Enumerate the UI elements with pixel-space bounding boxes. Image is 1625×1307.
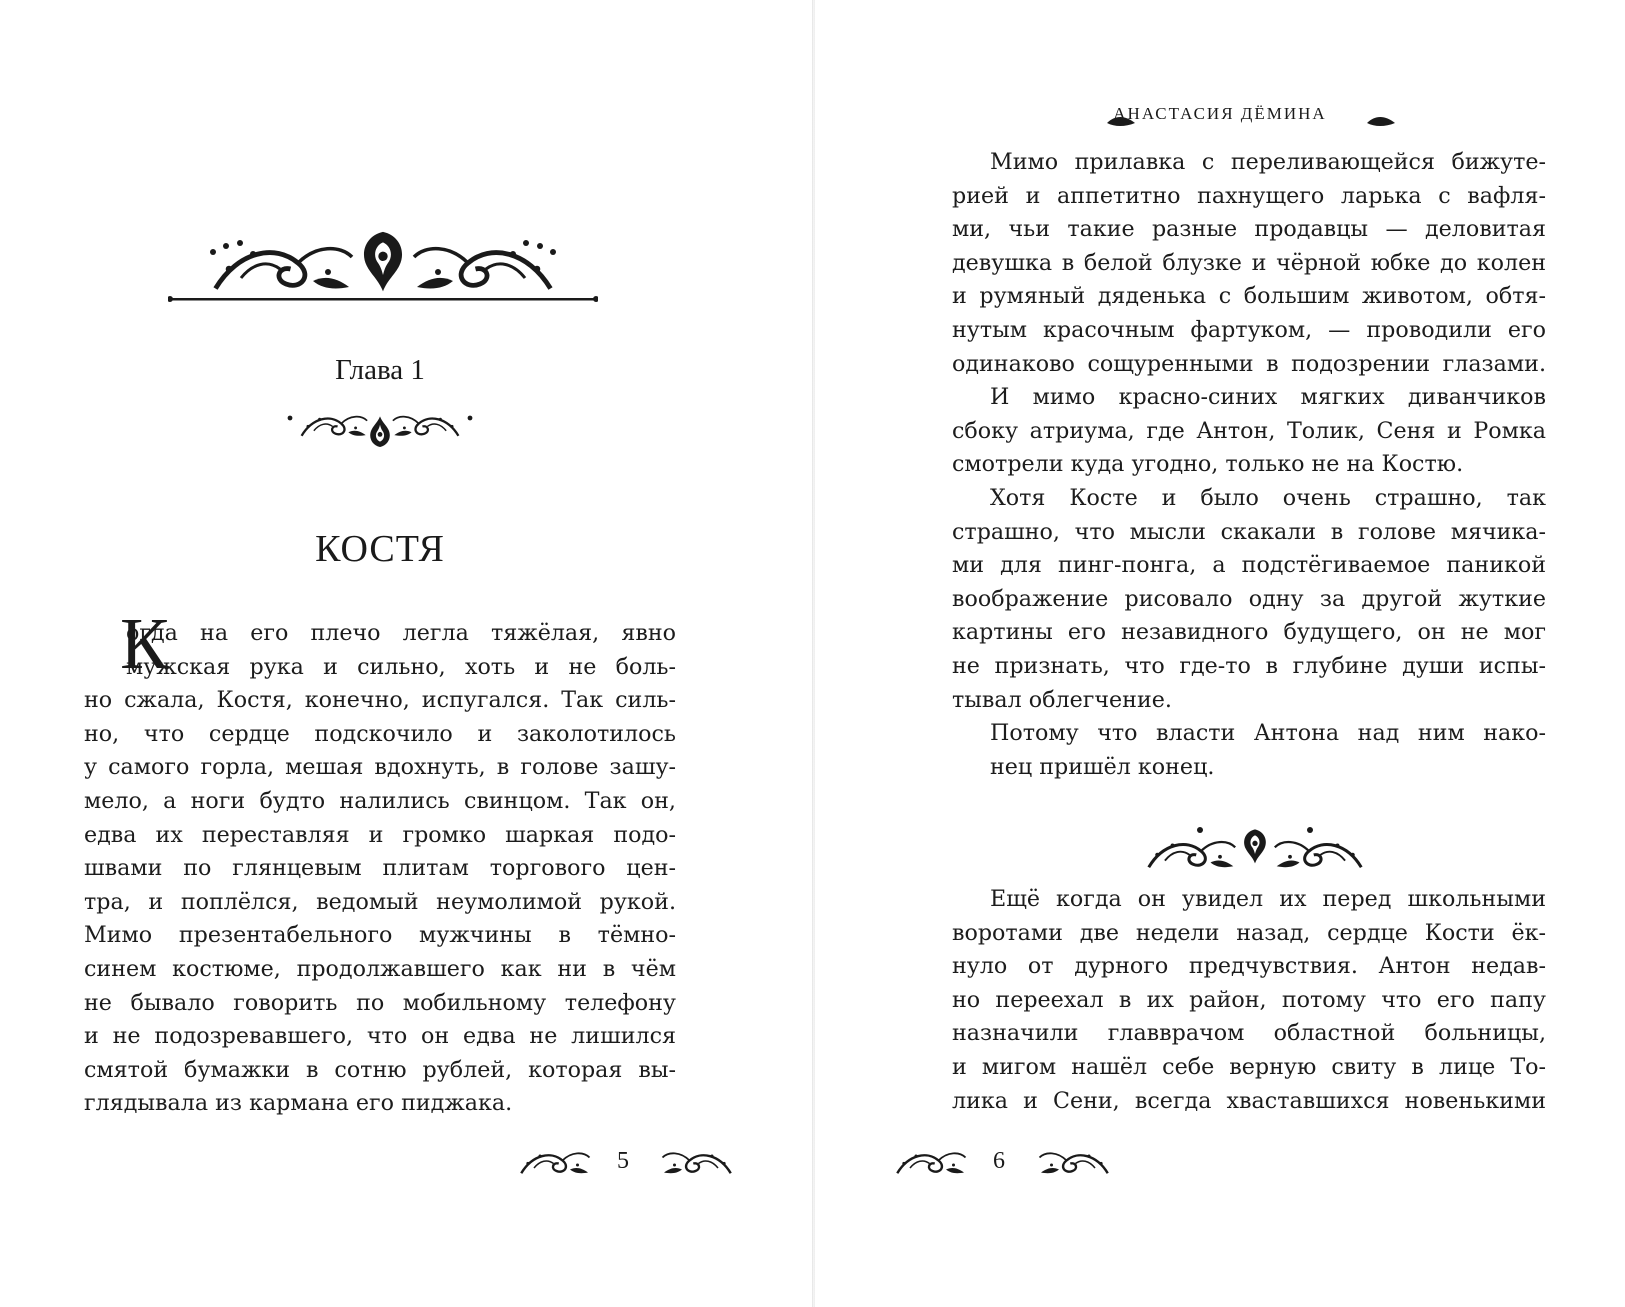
right-body-text-bottom	[952, 883, 1546, 1118]
text-line: не признать, что где-то в глубине души испы-	[952, 652, 1546, 679]
author-name: АНАСТАСИЯ ДЁМИНА	[1113, 104, 1327, 123]
text-line: глядывала из кармана его пиджака.	[84, 1090, 513, 1117]
text-line: но сжала, Костя, конечно, испугался. Так силь-	[84, 687, 676, 714]
text-line: тра, и поплёлся, ведомый неумолимой рукой.	[84, 888, 676, 915]
text-line: воображение рисовало одну за другой жуткие	[952, 585, 1546, 612]
text-line: нуло от дурного предчувствия. Антон недав-	[952, 953, 1546, 980]
text-line: не бывало говорить по мобильному телефону	[84, 989, 676, 1016]
text-line: и не подозревавшего, что он едва не лишился	[84, 1023, 676, 1050]
left-body-text	[84, 617, 676, 1121]
drop-cap: К	[120, 603, 169, 684]
text-line: Хотя Косте и было очень страшно, так	[990, 484, 1546, 511]
text-line: Ещё когда он увидел их перед школьными	[990, 886, 1546, 912]
text-line: смятой бумажки в сотню рублей, которая вы-	[84, 1056, 676, 1083]
chapter-label: Глава 1	[335, 354, 425, 386]
text-line: одинаково сощуренными в подозрении глазами.	[952, 350, 1546, 377]
running-head-ornament	[1365, 113, 1397, 129]
text-line: едва их переставляя и громко шаркая подо-	[84, 821, 676, 848]
text-line: страшно, что мысли скакали в голове мячика-	[952, 518, 1546, 545]
text-line: синем костюме, продолжавшего как ни в чём	[84, 955, 676, 982]
text-line: мужская рука и сильно, хоть и не боль-	[126, 653, 676, 680]
text-line: мело, а ноги будто налились свинцом. Так он,	[84, 787, 676, 814]
folio-ornament	[514, 1145, 596, 1179]
chapter-headpiece-ornament	[168, 222, 598, 314]
text-line: нец пришёл конец.	[990, 753, 1215, 780]
text-line: назначили главврачом областной больницы,	[952, 1020, 1546, 1047]
text-line: картины его незавидного будущего, он не мог	[952, 619, 1546, 646]
text-line: рией и аппетитно пахнущего ларька с вафля-	[952, 182, 1546, 209]
text-line: у самого горла, мешая вдохнуть, в голове зашу-	[84, 754, 676, 781]
left-page	[0, 0, 812, 1307]
text-line: но, что сердце подскочило и заколотилось	[84, 720, 676, 747]
text-line: ми для пинг-понга, а подстёгиваемое паникой	[952, 552, 1546, 579]
page-number: 5	[617, 1148, 629, 1174]
text-line: И мимо красно-синих мягких диванчиков	[990, 384, 1546, 411]
scene-break-ornament	[1140, 822, 1370, 876]
text-line: смотрели куда угодно, только не на Костю.	[952, 451, 1464, 478]
text-line: ми, чьи такие разные продавцы — деловитая	[952, 216, 1546, 243]
text-line: нутым красочным фартуком, — проводили его	[952, 316, 1546, 343]
chapter-title: КОСТЯ	[315, 528, 445, 570]
right-body-text-top	[952, 146, 1546, 784]
text-line: девушка в белой блузке и чёрной юбке до колен	[952, 249, 1546, 276]
text-line: сбоку атриума, где Антон, Толик, Сеня и Ромка	[952, 417, 1546, 444]
running-head	[815, 104, 1625, 124]
text-line: и румяный дяденька с большим животом, обтя-	[952, 283, 1546, 310]
text-line: тывал облегчение.	[952, 686, 1172, 713]
folio-ornament	[656, 1145, 738, 1179]
text-line: лика и Сени, всегда хваставшихся новенькими	[952, 1087, 1546, 1114]
folio-ornament	[1033, 1145, 1115, 1179]
text-line: Потому что власти Антона над ним нако-	[990, 720, 1546, 747]
text-line: огда на его плечо легла тяжёлая, явно	[126, 620, 676, 646]
text-line: но переехал в их район, потому что его папу	[952, 986, 1546, 1013]
page-number: 6	[993, 1148, 1005, 1174]
chapter-label-ornament	[280, 402, 480, 456]
text-line: воротами две недели назад, сердце Кости ёк-	[952, 919, 1546, 946]
text-line: швами по глянцевым плитам торгового цен-	[84, 855, 676, 882]
text-line: и мигом нашёл себе верную свиту в лице То-	[952, 1053, 1546, 1080]
text-line: Мимо презентабельного мужчины в тёмно-	[84, 922, 676, 949]
folio-ornament	[890, 1145, 972, 1179]
text-line: Мимо прилавка с переливающейся бижуте-	[990, 149, 1546, 175]
